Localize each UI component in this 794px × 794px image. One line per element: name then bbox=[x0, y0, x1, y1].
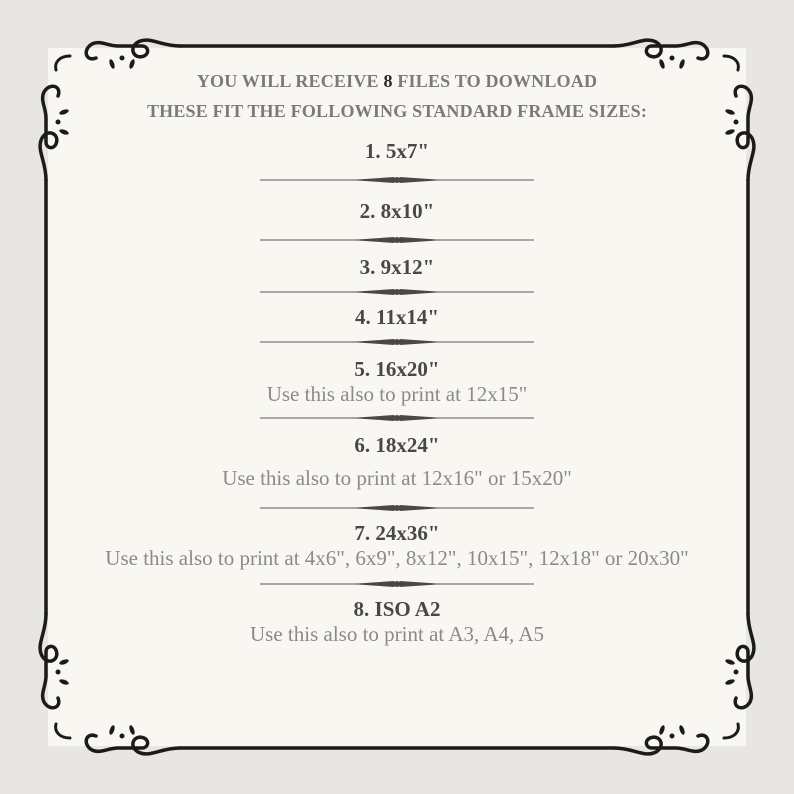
size-item-title: 7. 24x36" bbox=[354, 521, 440, 545]
size-item-title: 1. 5x7" bbox=[364, 139, 430, 163]
divider-ornament bbox=[260, 576, 534, 592]
size-item-note: Use this also to print at 12x16" or 15x20" bbox=[222, 466, 572, 490]
size-item-note: Use this also to print at 12x15" bbox=[266, 382, 528, 406]
heading-line-2: THESE FIT THE FOLLOWING STANDARD FRAME SIZES: bbox=[146, 101, 648, 121]
size-item-title: 6. 18x24" bbox=[354, 433, 440, 457]
divider-ornament bbox=[260, 500, 534, 516]
size-item-note: Use this also to print at 4x6", 6x9", 8x12", 10x15", 12x18" or 20x30" bbox=[105, 546, 689, 570]
size-item-note: Use this also to print at A3, A4, A5 bbox=[250, 622, 544, 646]
size-item-title: 8. ISO A2 bbox=[353, 597, 441, 621]
size-item-title: 4. 11x14" bbox=[355, 305, 439, 329]
divider-ornament bbox=[260, 172, 534, 188]
size-item-title: 3. 9x12" bbox=[359, 255, 435, 279]
heading-line-1: YOU WILL RECEIVE 8 FILES TO DOWNLOAD bbox=[196, 71, 598, 91]
divider-ornament bbox=[260, 284, 534, 300]
divider-ornament bbox=[260, 334, 534, 350]
size-list bbox=[60, 66, 734, 646]
file-count: 8 bbox=[383, 71, 393, 91]
divider-ornament bbox=[260, 410, 534, 426]
divider-ornament bbox=[260, 232, 534, 248]
size-item-title: 5. 16x20" bbox=[354, 357, 440, 381]
size-item-title: 2. 8x10" bbox=[359, 199, 435, 223]
